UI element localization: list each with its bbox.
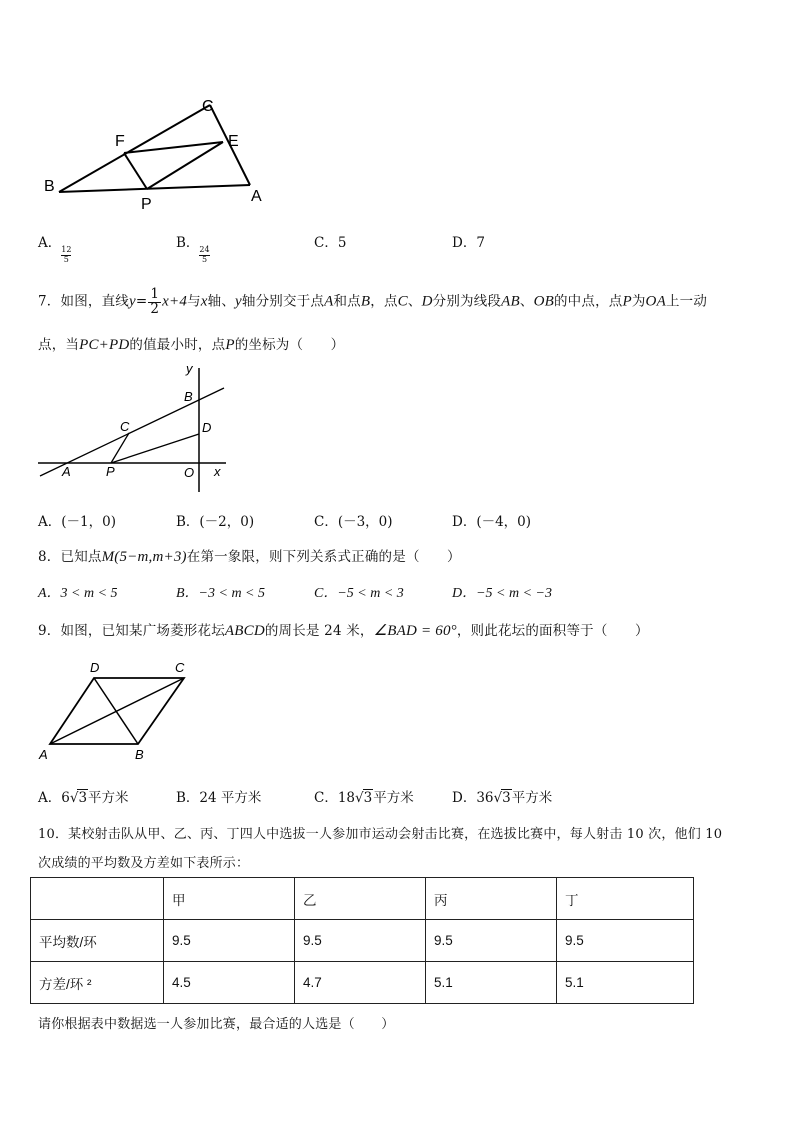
q9-d-unit: 平方米 [511,790,553,806]
q9-option-b[interactable]: B．24 平方米 [176,790,262,806]
q7-stem-line2 [38,333,344,354]
q6-option-b[interactable] [176,231,210,264]
rhombus-label-A: A [39,747,48,762]
q7-eq-y: y [129,293,136,310]
q9-stem [38,619,649,640]
q8-point-m: M [101,549,115,565]
q7-point-a: A [324,293,334,310]
q9-d-label: D．36 [452,790,494,806]
q6-option-d[interactable]: D．7 [452,235,485,251]
q7-text-5: ，点 [370,293,398,310]
q7-stem-line1 [38,288,707,316]
q8-option-a[interactable]: A．3 < m < 5 [38,586,118,601]
rhombus-label-B: B [135,747,144,762]
q10-stem-line1: 10．某校射击队从甲、乙、丙、丁四人中选拔一人参加市运动会射击比赛，在选拔比赛中，每人射击 10 次，他们 10 [38,827,723,842]
q7-y: y [235,293,242,310]
q7-seg-ob: OB [533,293,554,310]
q8-option-d[interactable]: D．−5 < m < −3 [452,586,553,601]
graph-label-x: x [214,464,221,479]
q7-l2-c: 的坐标为（ ） [234,337,345,353]
q6-a-numerator: 12 [61,245,72,255]
q7-text-1: 与 [187,293,201,310]
q7-text-11: 上一动 [665,293,708,310]
q10-question: 请你根据表中数据选一人参加比赛，最合适的人选是（ ） [38,1017,395,1032]
q6-option-a-fraction [61,246,71,265]
table-cell: 9.5 [295,920,426,962]
diagonal-BD [94,678,138,744]
q8-option-c[interactable]: C．−5 < m < 3 [314,586,404,601]
table-cell: 5.1 [557,962,694,1004]
q9-angle: ∠BAD = 60° [373,623,457,639]
q7-option-b[interactable]: B．(－2，0) [176,514,255,530]
q6-option-b-label: B． [176,235,200,251]
graph-label-A: A [62,464,71,479]
q6-b-denominator: 5 [201,255,208,264]
q7-text-8: 、 [519,293,534,310]
q7-text-6: 、 [407,293,422,310]
table-cell: 4.7 [295,962,426,1004]
q9-option-a[interactable] [38,786,129,806]
sqrt-icon: √ [493,790,503,806]
q7-seg-oa: OA [645,293,666,310]
score-table [30,877,694,1004]
q8-stem [38,545,461,566]
table-cell: 9.5 [557,920,694,962]
q7-text-7: 分别为线段 [432,293,502,310]
q10-stem-line2: 次成绩的平均数及方差如下表所示： [38,856,250,871]
q7-text-9: 的中点，点 [553,293,623,310]
q7-point-b: B [360,293,371,310]
q9-a-unit: 平方米 [88,790,129,806]
q7-fraction [148,288,161,316]
q7-eq-sign: = [135,293,148,310]
q7-text-3: 轴分别交于点 [241,293,325,310]
rhombus-label-D: D [90,660,100,675]
q7-seg-ab: AB [501,293,520,310]
q9-d-sqrt-arg: 3 [502,790,511,806]
q6-option-b-fraction [199,246,209,265]
segment-BC [59,105,210,192]
rhombus-figure [36,658,196,766]
triangle-figure [40,92,280,214]
q7-l2-expr: PC+PD [79,337,130,353]
table-header-cell: 丁 [557,878,694,920]
q7-x: x [200,293,208,310]
table-header-row [31,878,694,920]
q8-coord: (5−m,m+3) [114,549,187,565]
q7-text-4: 和点 [333,293,361,310]
sqrt-icon: √ [69,790,79,806]
coordinate-graph [36,362,236,496]
table-header-cell: 丙 [426,878,557,920]
q9-abcd: ABCD [224,623,265,639]
q8-prefix: 8．已知点 [38,549,102,565]
q8-option-b[interactable]: B．−3 < m < 5 [176,586,266,601]
q9-a-sqrt-arg: 3 [78,790,88,806]
q9-option-d[interactable] [452,786,552,806]
table-header-cell: 乙 [295,878,426,920]
q8-suffix: 在第一象限，则下列关系式正确的是（ ） [186,549,461,565]
q9-c-sqrt-arg: 3 [363,790,373,806]
q6-option-a[interactable] [38,231,72,264]
q9-c-label: C．18 [314,790,356,806]
rhombus-label-C: C [175,660,185,675]
table-cell: 方差/环 ² [31,962,164,1004]
q7-point-p: P [622,293,632,310]
table-row [31,962,694,1004]
table-cell: 5.1 [426,962,557,1004]
label-A: A [251,188,262,205]
graph-label-O: O [184,465,195,480]
label-E: E [228,133,239,150]
segment-BA [59,185,250,192]
q7-l2-a: 点，当 [38,337,80,353]
q7-option-c[interactable]: C．(－3，0) [314,514,393,530]
label-C: C [202,98,214,115]
table-header-cell [31,878,164,920]
q6-b-numerator: 24 [199,245,210,255]
q7-option-d[interactable]: D．(－4，0) [452,514,532,530]
q6-a-denominator: 5 [63,255,69,264]
table-cell: 9.5 [426,920,557,962]
table-cell: 平均数/环 [31,920,164,962]
graph-label-B: B [184,389,193,404]
graph-label-D: D [202,420,212,435]
q9-a-label: A．6 [38,790,70,806]
q9-mid: 的周长是 24 米， [264,623,374,639]
q9-option-c[interactable] [314,786,414,806]
q7-text-10: 为 [631,293,646,310]
sqrt-icon: √ [355,790,364,806]
q7-eq-rest: x+4 [162,293,188,310]
graph-label-C: C [120,419,130,434]
diagonal-AC [50,678,184,744]
q7-point-c: C [397,293,408,310]
graph-label-P: P [106,464,115,479]
q7-option-a[interactable]: A．(－1，0) [38,514,116,530]
segment-FP [124,153,147,189]
label-P: P [141,196,152,213]
label-F: F [115,133,125,150]
q6-option-a-label: A． [38,235,62,251]
q6-option-c[interactable]: C．5 [314,235,347,251]
segment-PD [111,434,199,463]
q7-frac-den: 2 [150,300,160,317]
q7-point-d: D [421,293,433,310]
q7-l2-b: 的值最小时，点 [129,337,226,353]
graph-label-y: y [186,362,193,376]
label-B: B [44,178,55,195]
q9-c-unit: 平方米 [373,790,414,806]
q7-text-2: 轴、 [207,293,236,310]
table-header-cell: 甲 [164,878,295,920]
q9-prefix: 9．如图，已知某广场菱形花坛 [38,623,225,639]
q9-suffix: ，则此花坛的面积等于（ ） [456,623,649,639]
q7-prefix: 7．如图，直线 [38,293,129,310]
table-cell: 4.5 [164,962,295,1004]
q7-l2-p: P [225,337,235,353]
table-cell: 9.5 [164,920,295,962]
table-row [31,920,694,962]
q7-frac-num: 1 [150,286,160,302]
